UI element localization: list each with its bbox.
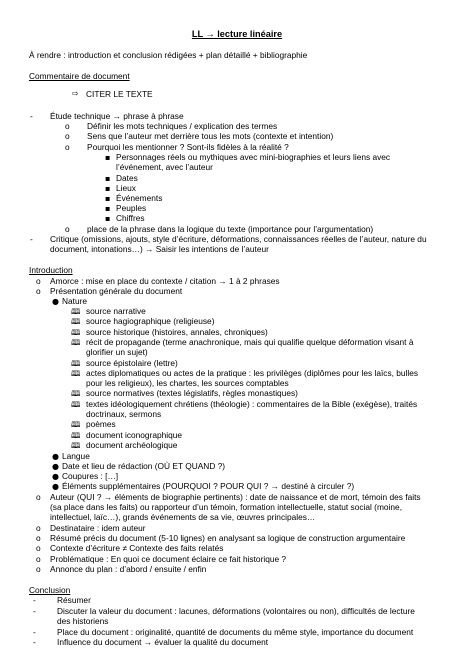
circle-marker: o (65, 224, 70, 234)
dash-marker: - (30, 234, 33, 244)
list-item: document iconographique (86, 430, 183, 440)
square-marker: ▪ (105, 194, 111, 203)
list-item: Amorce : mise en place du contexte / citation → 1 à 2 phrases (50, 276, 280, 286)
list-item: Contexte d’écriture ≠ Contexte des faits relatés (50, 543, 224, 553)
square-marker: ▪ (105, 174, 111, 183)
disc-marker: ● (52, 482, 59, 491)
disc-marker: ● (52, 472, 59, 481)
list-item: Nature (62, 296, 88, 306)
book-icon: 🕮 (71, 389, 81, 398)
dash-marker: - (33, 637, 36, 647)
dash-marker: - (33, 627, 36, 637)
book-icon: 🕮 (71, 369, 81, 378)
citer-texte: CITER LE TEXTE (86, 89, 153, 99)
disc-marker: ● (52, 452, 59, 461)
circle-marker: o (36, 533, 41, 543)
square-marker: ▪ (105, 184, 111, 193)
list-item: textes idéologiquement chrétiens (théologie) : commentaires de la Bible (exégèse), traités (86, 399, 418, 409)
list-item: poèmes (86, 419, 116, 429)
list-item: Définir les mots techniques / explication des termes (87, 121, 278, 131)
list-item: source normatives (textes législatifs, règles monastiques) (86, 388, 298, 398)
circle-marker: o (65, 121, 70, 131)
circle-marker: o (36, 543, 41, 553)
square-marker: ▪ (105, 153, 111, 162)
list-item: doctrinaux, sermons (86, 409, 162, 419)
list-item: source épistolaire (lettre) (86, 358, 178, 368)
circle-marker: o (65, 131, 70, 141)
list-item: Date et lieu de rédaction (OÙ ET QUAND ?) (62, 461, 226, 471)
list-item: (sa place dans les faits) ou rapporteur d’un témoin, formation intellectuelle, statut social (moine, (50, 502, 403, 512)
list-item: Lieux (116, 183, 136, 193)
book-icon: 🕮 (71, 338, 81, 347)
list-item: Coupures : […] (62, 471, 119, 481)
circle-marker: o (36, 492, 41, 502)
list-item: source historique (histoires, annales, chroniques) (86, 327, 268, 337)
list-item: source hagiographique (religieuse) (86, 316, 215, 326)
book-icon: 🕮 (71, 441, 81, 450)
dash-marker: - (33, 606, 36, 616)
list-item: Destinataire : idem auteur (50, 523, 146, 533)
list-item: document archéologique (86, 440, 178, 450)
list-item: Auteur (QUI ? → éléments de biographie pertinents) : date de naissance et de mort, témoin des faits (50, 492, 421, 502)
list-item: pour les religieux), les chartes, les sources comptables (86, 378, 289, 388)
list-item: Pourquoi les mentionner ? Sont-ils fidèles à la réalité ? (87, 142, 289, 152)
book-icon: 🕮 (71, 431, 81, 440)
list-item: Dates (116, 173, 138, 183)
section-heading-commentaire: Commentaire de document (29, 71, 130, 81)
list-item: source narrative (86, 306, 146, 316)
list-item: Sens que l’auteur met derrière tous les mots (contexte et intention) (87, 131, 334, 141)
list-item: Résumé précis du document (5-10 lignes) en analysant sa logique de construction argumentaire (50, 533, 406, 543)
list-item: place de la phrase dans la logique du texte (importance pour l’argumentation) (87, 224, 374, 234)
a-rendre-line: À rendre : introduction et conclusion rédigées + plan détaillé + bibliographie (29, 50, 308, 60)
list-item: Chiffres (116, 213, 145, 223)
dash-marker: - (30, 111, 33, 121)
disc-marker: ● (52, 297, 59, 306)
list-item: Présentation générale du document (50, 286, 183, 296)
list-item: Place du document : originalité, quantité de documents du même style, importance du document (57, 627, 414, 637)
circle-marker: o (36, 276, 41, 286)
pointer-icon: ⇨ (72, 89, 79, 98)
book-icon: 🕮 (71, 420, 81, 429)
book-icon: 🕮 (71, 317, 81, 326)
list-item: Événements (116, 193, 163, 203)
circle-marker: o (36, 286, 41, 296)
list-item: des historiens (57, 616, 109, 626)
book-icon: 🕮 (71, 359, 81, 368)
section-heading-conclusion: Conclusion (29, 585, 71, 595)
page-title: LL → lecture linéaire (191, 29, 283, 39)
list-item: Peuples (116, 203, 147, 213)
dash-marker: - (33, 595, 36, 605)
square-marker: ▪ (105, 214, 111, 223)
book-icon: 🕮 (71, 400, 81, 409)
list-item: Langue (62, 451, 90, 461)
list-item: glorifier un sujet) (86, 347, 148, 357)
critique-line: Critique (omissions, ajouts, style d’écriture, déformations, connaissances réelles de l’auteur, nature du (50, 234, 427, 244)
section-heading-introduction: Introduction (29, 265, 73, 275)
circle-marker: o (65, 142, 70, 152)
list-item: Discuter la valeur du document : lacunes, déformations (volontaires ou non), difficultés de lecture (57, 606, 415, 616)
list-item: Personnages réels ou mythiques avec mini-biographies et leurs liens avec (116, 152, 391, 162)
book-icon: 🕮 (71, 307, 81, 316)
list-item: Problématique : En quoi ce document éclaire ce fait historique ? (50, 554, 287, 564)
circle-marker: o (36, 564, 41, 574)
circle-marker: o (36, 523, 41, 533)
list-item: Annonce du plan : d’abord / ensuite / enfin (50, 564, 207, 574)
book-icon: 🕮 (71, 328, 81, 337)
list-item: Influence du document → évaluer la qualité du document (57, 637, 269, 647)
disc-marker: ● (52, 462, 59, 471)
square-marker: ▪ (105, 204, 111, 213)
etude-technique: Étude technique → phrase à phrase (50, 111, 184, 121)
list-item: récit de propagande (terme anachronique, mais qui qualifie quelque déformation visant à (86, 337, 414, 347)
critique-line: document, intonations…) → Saisir les intentions de l’auteur (50, 244, 269, 254)
list-item: l’événement, avec l’auteur (116, 162, 213, 172)
circle-marker: o (36, 554, 41, 564)
list-item: Résumer (57, 595, 91, 605)
list-item: Éléments supplémentaires (POURQUOI ? POUR QUI ? → destiné à circuler ?) (62, 481, 355, 491)
list-item: intellectuel, laïc…), grands événements de sa vie, œuvres principales… (50, 512, 316, 522)
list-item: actes diplomatiques ou actes de la pratique : les privilèges (diplômes pour les laïcs, bulles (86, 368, 419, 378)
